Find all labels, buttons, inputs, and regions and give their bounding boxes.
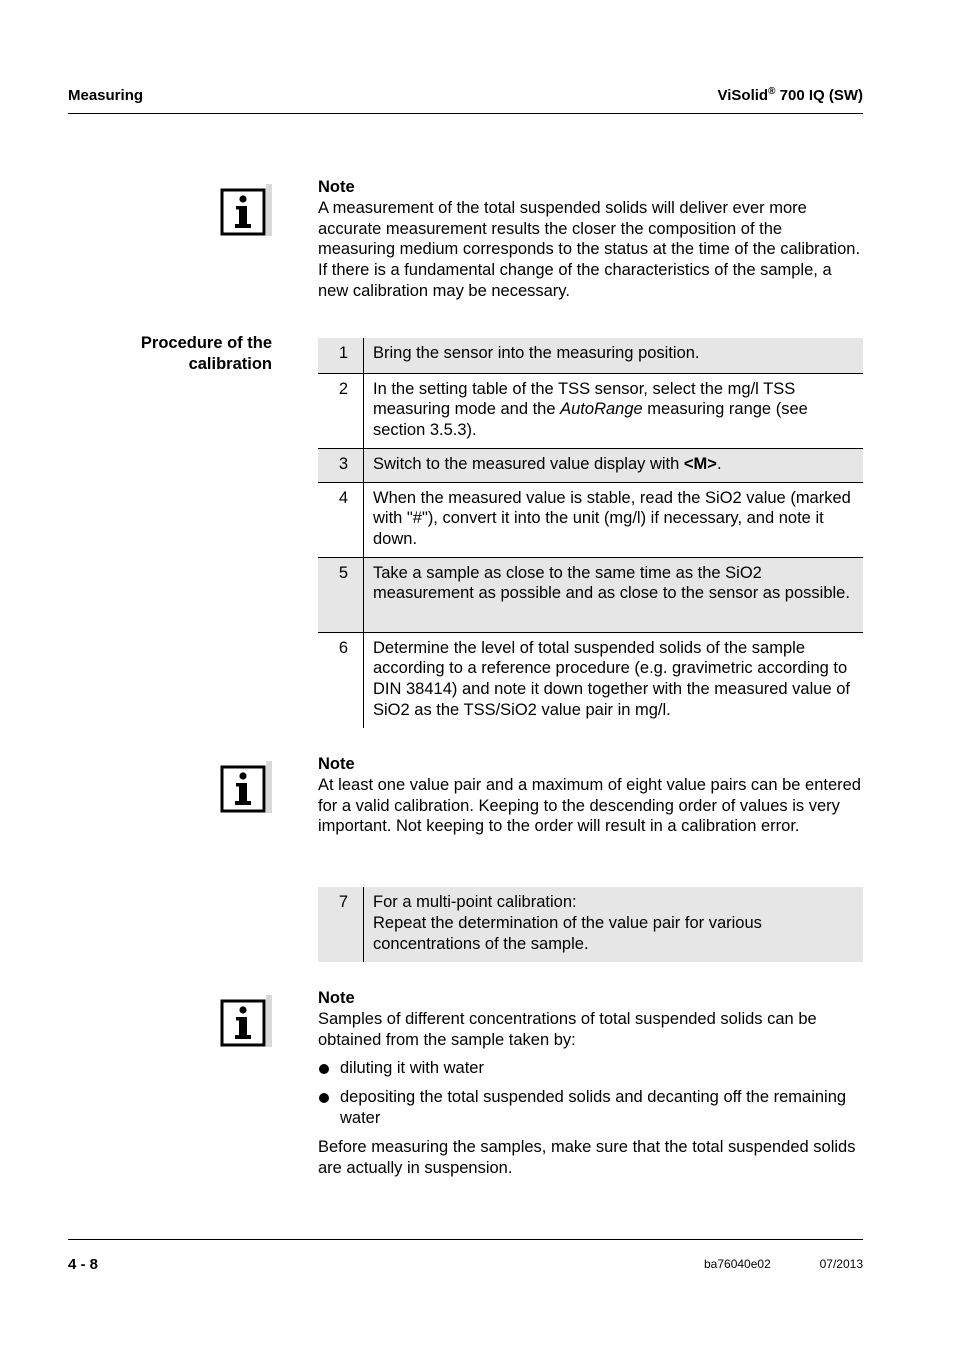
note-text: At least one value pair and a maximum of eight value pairs can be entered for a valid calibration. Keeping to the descending order of values is very important. Not keeping to the order will result in a calibration error. [318,775,861,836]
step-text: Take a sample as close to the same time as the SiO2 measurement as possible and as close to the sensor as possible. [364,557,864,632]
note-block-3 [318,988,863,1178]
info-icon [220,184,272,236]
list-item: depositing the total suspended solids and decanting off the remaining water [318,1087,863,1129]
procedure-steps-table [318,338,863,728]
step-number: 1 [338,344,348,362]
step-number: 3 [338,454,348,473]
page-number: 4 - 8 [68,1256,99,1273]
bullet-icon [319,1093,329,1103]
header-product-title: ViSolid® 700 IQ (SW) [717,86,863,104]
note-title: Note [318,755,355,773]
info-icon [220,995,272,1047]
header-section-title: Measuring [68,87,144,104]
step-number: 4 [338,488,348,507]
note-block-2 [318,754,863,837]
step-text: Switch to the measured value display with <M>. [364,448,864,482]
step-row [318,373,863,448]
step-text: Bring the sensor into the measuring position. [364,338,864,373]
step-row [318,887,863,962]
procedure-step7-table [318,887,863,962]
note-closing-text: Before measuring the samples, make sure that the total suspended solids are actually in suspension. [318,1137,856,1177]
step-row [318,482,863,557]
note-text: Samples of different concentrations of total suspended solids can be obtained from the sample taken by: [318,1009,817,1049]
step-text: For a multi-point calibration: Repeat the determination of the value pair for various concentrations of the sample. [364,887,864,962]
step-number: 7 [338,893,348,911]
step-number: 2 [338,379,348,398]
document-id: ba76040e02 [704,1257,771,1271]
list-item: diluting it with water [318,1058,863,1079]
step-number: 5 [338,563,348,582]
note-title: Note [318,989,355,1007]
bullet-list [318,1058,863,1128]
bullet-icon [319,1064,329,1074]
note-text: A measurement of the total suspended solids will deliver ever more accurate measurement results the closer the composition of the measuring medium corresponds to the status at the time of the calibration. If there is a fundamental change of the characteristics of the sample, a new calibration may be necessary. [318,198,861,300]
note-block-1 [318,177,863,302]
header-rule [68,113,863,114]
footer-rule [68,1239,863,1240]
procedure-heading: Procedure of the calibration [140,334,272,373]
step-text: When the measured value is stable, read the SiO2 value (marked with "#"), convert it into the unit (mg/l) if necessary, and note it down. [364,482,864,557]
step-text: In the setting table of the TSS sensor, select the mg/l TSS measuring mode and the AutoRange measuring range (see section 3.5.3). [364,373,864,448]
step-row [318,632,863,728]
step-row [318,557,863,632]
document-date: 07/2013 [819,1257,863,1271]
note-title: Note [318,178,355,196]
info-icon [220,761,272,813]
step-text: Determine the level of total suspended solids of the sample according to a reference procedure (e.g. gravimetric according to DIN 38414) and note it down together with the measured value of SiO2 as the TSS/SiO2 value pair in mg/l. [373,638,850,719]
step-row [318,338,863,373]
step-row [318,448,863,482]
step-number: 6 [338,638,348,657]
